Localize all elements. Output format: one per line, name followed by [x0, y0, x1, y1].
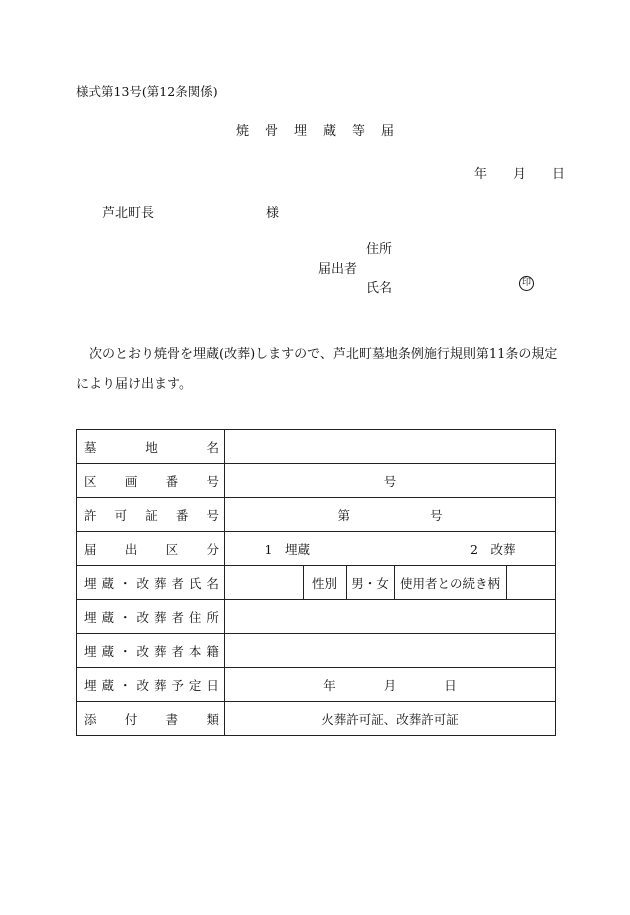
scheduled-year-label: 年 [323, 677, 336, 693]
row-label [77, 566, 225, 600]
scheduled-day-label: 日 [444, 677, 457, 693]
title-char: 等 [352, 124, 366, 139]
submitter-name-label: 氏名 [366, 281, 393, 296]
date-line [474, 163, 565, 182]
row-label-text: 墓 地 名 [84, 439, 219, 455]
relation-label: 使用者との続き柄 [394, 566, 506, 599]
table-row [77, 498, 556, 532]
deceased-info-subtable [225, 566, 555, 599]
date-day-label: 日 [552, 167, 566, 182]
row-label-text: 埋 蔵 ・ 改 葬 者 本 籍 [84, 643, 219, 659]
table-row [77, 634, 556, 668]
permit-number-suffix: 号 [430, 507, 443, 523]
permit-number-field[interactable] [225, 498, 556, 532]
deceased-domicile-field[interactable] [225, 634, 556, 668]
scheduled-date-field[interactable] [225, 668, 556, 702]
relation-field[interactable] [506, 566, 555, 599]
seal-mark: 印 [519, 276, 534, 291]
deceased-info-cell [225, 566, 556, 600]
permit-number-prefix: 第 [337, 507, 350, 523]
plot-number-suffix: 号 [383, 473, 397, 489]
row-label-text: 許 可 証 番 号 [84, 507, 219, 523]
date-year-label: 年 [474, 167, 488, 182]
option-burial[interactable]: 1 埋蔵 [264, 541, 310, 557]
plot-number-field[interactable] [225, 464, 556, 498]
table-row [77, 566, 556, 600]
cemetery-name-field[interactable] [225, 430, 556, 464]
title-char: 埋 [293, 124, 307, 139]
row-label-text: 埋 蔵 ・ 改 葬 者 住 所 [84, 609, 219, 625]
attached-documents-field [225, 702, 556, 736]
row-label [77, 634, 225, 668]
submitter-address-label: 住所 [366, 242, 393, 257]
date-month-label: 月 [513, 167, 527, 182]
row-label [77, 464, 225, 498]
row-label [77, 600, 225, 634]
notification-type-field[interactable] [225, 532, 556, 566]
attached-documents-value: 火葬許可証、改葬許可証 [321, 711, 459, 727]
title-char: 焼 [235, 124, 249, 139]
document-title [0, 120, 630, 139]
row-label-text: 区 画 番 号 [84, 473, 219, 489]
table-row [77, 532, 556, 566]
row-label-text: 届 出 区 分 [84, 541, 219, 557]
gender-value[interactable]: 男・女 [346, 566, 394, 599]
notification-table [76, 429, 556, 736]
scheduled-month-label: 月 [383, 677, 397, 693]
option-reburial[interactable]: 2 改葬 [470, 541, 516, 557]
submitter-label: 届出者 [318, 262, 358, 277]
deceased-name-field[interactable] [225, 566, 303, 599]
addressee-name: 芦北町長 [102, 206, 155, 221]
table-row [77, 464, 556, 498]
table-row [77, 430, 556, 464]
form-number: 様式第13号(第12条関係) [76, 84, 218, 99]
row-label [77, 430, 225, 464]
row-label-text: 埋 蔵 ・ 改 葬 予 定 日 [84, 677, 219, 693]
row-label [77, 668, 225, 702]
row-label [77, 532, 225, 566]
deceased-address-field[interactable] [225, 600, 556, 634]
row-label-text: 添 付 書 類 [84, 711, 219, 727]
title-char: 届 [381, 124, 395, 139]
row-label [77, 498, 225, 532]
title-char: 蔵 [323, 124, 337, 139]
table-row [77, 668, 556, 702]
title-char: 骨 [264, 124, 278, 139]
table-row [77, 702, 556, 736]
row-label [77, 702, 225, 736]
addressee-suffix: 様 [266, 206, 280, 221]
gender-label: 性別 [303, 566, 346, 599]
row-label-text: 埋 蔵 ・ 改 葬 者 氏 名 [84, 575, 219, 591]
body-text: 次のとおり焼骨を埋蔵(改葬)しますので、芦北町墓地条例施行規則第11条の規定により届け出ます。 [76, 347, 558, 392]
table-row [77, 600, 556, 634]
